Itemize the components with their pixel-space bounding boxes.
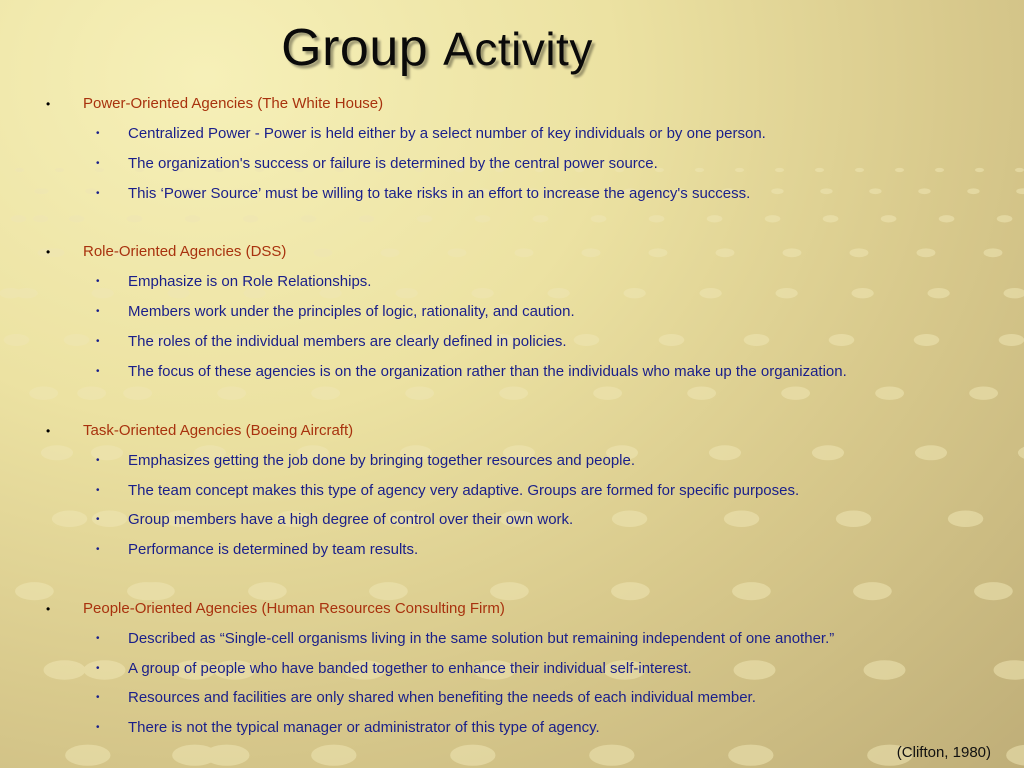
list-item: Members work under the principles of logic, rationality, and caution.: [128, 303, 575, 320]
sub-bullet-marker: •: [96, 692, 100, 703]
sub-bullet-marker: •: [96, 485, 100, 496]
list-item: Group members have a high degree of control over their own work.: [128, 511, 574, 528]
sub-bullet-marker: •: [96, 276, 100, 287]
list-item: There is not the typical manager or administrator of this type of agency.: [128, 719, 600, 736]
bullet-marker: •: [46, 245, 51, 259]
title-word-group: Group: [281, 19, 429, 77]
section-heading: People-Oriented Agencies (Human Resources Consulting Firm): [83, 600, 505, 617]
list-item: A group of people who have banded together to enhance their individual self-interest.: [128, 660, 692, 677]
sub-bullet-marker: •: [96, 128, 100, 139]
title-word-activity: Activity: [443, 23, 593, 75]
sub-bullet-marker: •: [96, 306, 100, 317]
bullet-marker: •: [46, 424, 51, 438]
citation: (Clifton, 1980): [896, 744, 991, 761]
list-item: The roles of the individual members are clearly defined in policies.: [128, 333, 567, 350]
sub-bullet-marker: •: [96, 366, 100, 377]
sub-bullet-marker: •: [96, 336, 100, 347]
sub-bullet-marker: •: [96, 722, 100, 733]
list-item: The focus of these agencies is on the organization rather than the individuals who make up the organization.: [128, 363, 847, 380]
sub-bullet-marker: •: [96, 158, 100, 169]
list-item: The organization's success or failure is determined by the central power source.: [128, 155, 658, 172]
section-heading: Power-Oriented Agencies (The White House): [83, 95, 384, 112]
bullet-marker: •: [46, 97, 51, 111]
list-item: Emphasize is on Role Relationships.: [128, 273, 372, 290]
list-item: Emphasizes getting the job done by bringing together resources and people.: [128, 452, 636, 469]
list-item: Described as “Single-cell organisms living in the same solution but remaining independent of one another.”: [128, 630, 835, 647]
sub-bullet-marker: •: [96, 514, 100, 525]
sub-bullet-marker: •: [96, 663, 100, 674]
list-item: Centralized Power - Power is held either by a select number of key individuals or by one person.: [128, 125, 766, 142]
list-item: Performance is determined by team results.: [128, 541, 419, 558]
sub-bullet-marker: •: [96, 633, 100, 644]
list-item: Resources and facilities are only shared when benefiting the needs of each individual member.: [128, 689, 756, 706]
sub-bullet-marker: •: [96, 544, 100, 555]
section-heading: Role-Oriented Agencies (DSS): [83, 243, 287, 260]
list-item: The team concept makes this type of agency very adaptive. Groups are formed for specific purposes.: [128, 482, 800, 499]
section-heading: Task-Oriented Agencies (Boeing Aircraft): [83, 422, 354, 439]
sub-bullet-marker: •: [96, 455, 100, 466]
bullet-marker: •: [46, 602, 51, 616]
list-item: This ‘Power Source’ must be willing to take risks in an effort to increase the agency's success.: [128, 185, 751, 202]
sub-bullet-marker: •: [96, 188, 100, 199]
